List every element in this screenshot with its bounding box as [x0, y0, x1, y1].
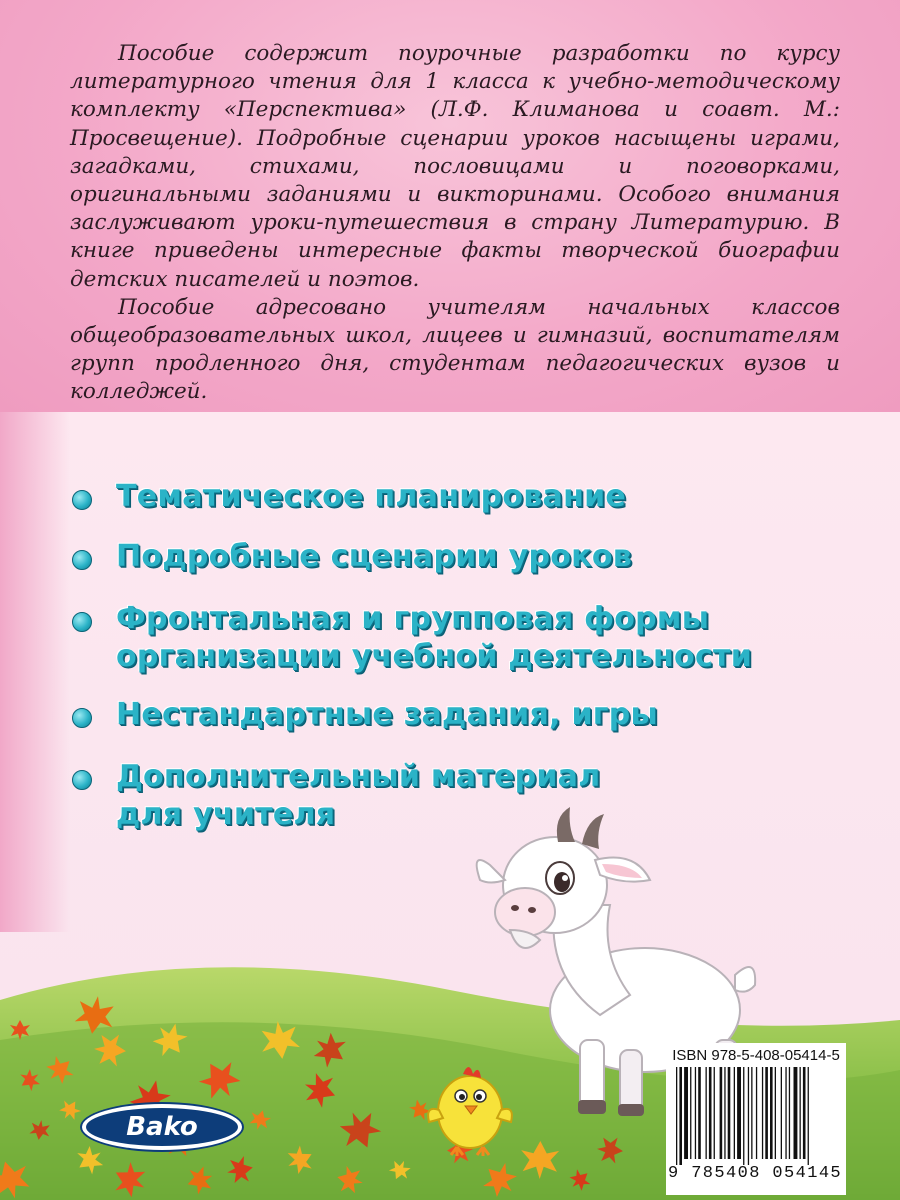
barcode-bar	[734, 1067, 735, 1159]
bullet-dot-icon	[72, 708, 92, 728]
isbn-label: ISBN 978-5-408-05414-5	[672, 1047, 840, 1064]
barcode-bar	[762, 1067, 763, 1159]
bullet-dot-icon	[72, 770, 92, 790]
ean-digits: 9 785408 054145	[668, 1164, 843, 1183]
barcode-bar	[765, 1067, 768, 1159]
bullet-dot-icon	[72, 550, 92, 570]
barcode	[674, 1067, 840, 1165]
barcode-bar	[743, 1067, 744, 1165]
bullet-dot-icon	[72, 490, 92, 510]
feature-item	[72, 478, 626, 516]
feature-line: Дополнительный материал	[116, 759, 601, 794]
barcode-bar	[748, 1067, 749, 1165]
barcode-bar	[781, 1067, 782, 1159]
barcode-bar	[785, 1067, 786, 1159]
barcode-bar	[728, 1067, 731, 1159]
feature-line-2: для учителя	[116, 797, 336, 832]
barcode-bar	[714, 1067, 715, 1159]
feature-item	[72, 696, 658, 734]
barcode-bar	[794, 1067, 798, 1159]
barcode-bar	[751, 1067, 752, 1159]
annotation-paragraph-2: Пособие адресовано учителям начальных классов общеобразовательных школ, лицеев и гимназий, воспитателям групп продленного дня, студентам педагогических вузов и колледжей.	[70, 294, 840, 405]
bullet-dot-icon	[72, 612, 92, 632]
barcode-bar	[724, 1067, 725, 1159]
feature-item	[72, 600, 752, 676]
feature-item	[72, 538, 632, 576]
barcode-bar	[756, 1067, 757, 1159]
publisher-logo	[82, 1104, 242, 1150]
feature-line: Тематическое планирование	[116, 479, 627, 514]
panel-shade	[0, 412, 70, 932]
feature-line: Нестандартные задания, игры	[116, 697, 658, 732]
publisher-logo-text: Bako	[126, 1112, 198, 1142]
barcode-bar	[679, 1067, 682, 1165]
annotation-paragraph-1: Пособие содержит поурочные разработки по курсу литературного чтения для 1 класса к учебно-методическому комплекту «Перспектива» (Л.Ф. Климанова и соавт. М.: Просвещение). Подробные сценарии уроков насыщены играми, загадками, стихами, пословицами и поговорками, оригинальными заданиями и викторинами. Особого внимания заслуживают уроки-путешествия в страну Литературию. В книге приведены интересные факты творческой биографии детских писателей и поэтов.	[70, 41, 840, 292]
barcode-bar	[706, 1067, 707, 1159]
barcode-bar	[720, 1067, 723, 1159]
barcode-bar	[800, 1067, 801, 1159]
barcode-bar	[695, 1067, 696, 1159]
book-annotation	[70, 40, 840, 407]
barcode-bar	[709, 1067, 712, 1159]
feature-line-2: организации учебной деятельности	[116, 639, 753, 674]
barcode-bar	[775, 1067, 776, 1159]
barcode-bar	[684, 1067, 688, 1159]
chick-illustration	[425, 1052, 515, 1157]
barcode-bar	[803, 1067, 806, 1159]
feature-line: Подробные сценарии уроков	[116, 539, 633, 574]
barcode-bar	[789, 1067, 790, 1159]
barcode-bar	[690, 1067, 691, 1159]
barcode-bar	[676, 1067, 677, 1165]
barcode-bar	[808, 1067, 809, 1165]
feature-line: Фронтальная и групповая формы	[116, 601, 710, 636]
barcode-bar	[698, 1067, 701, 1159]
barcode-bar	[770, 1067, 773, 1159]
isbn-block	[666, 1043, 846, 1195]
barcode-bar	[737, 1067, 741, 1159]
